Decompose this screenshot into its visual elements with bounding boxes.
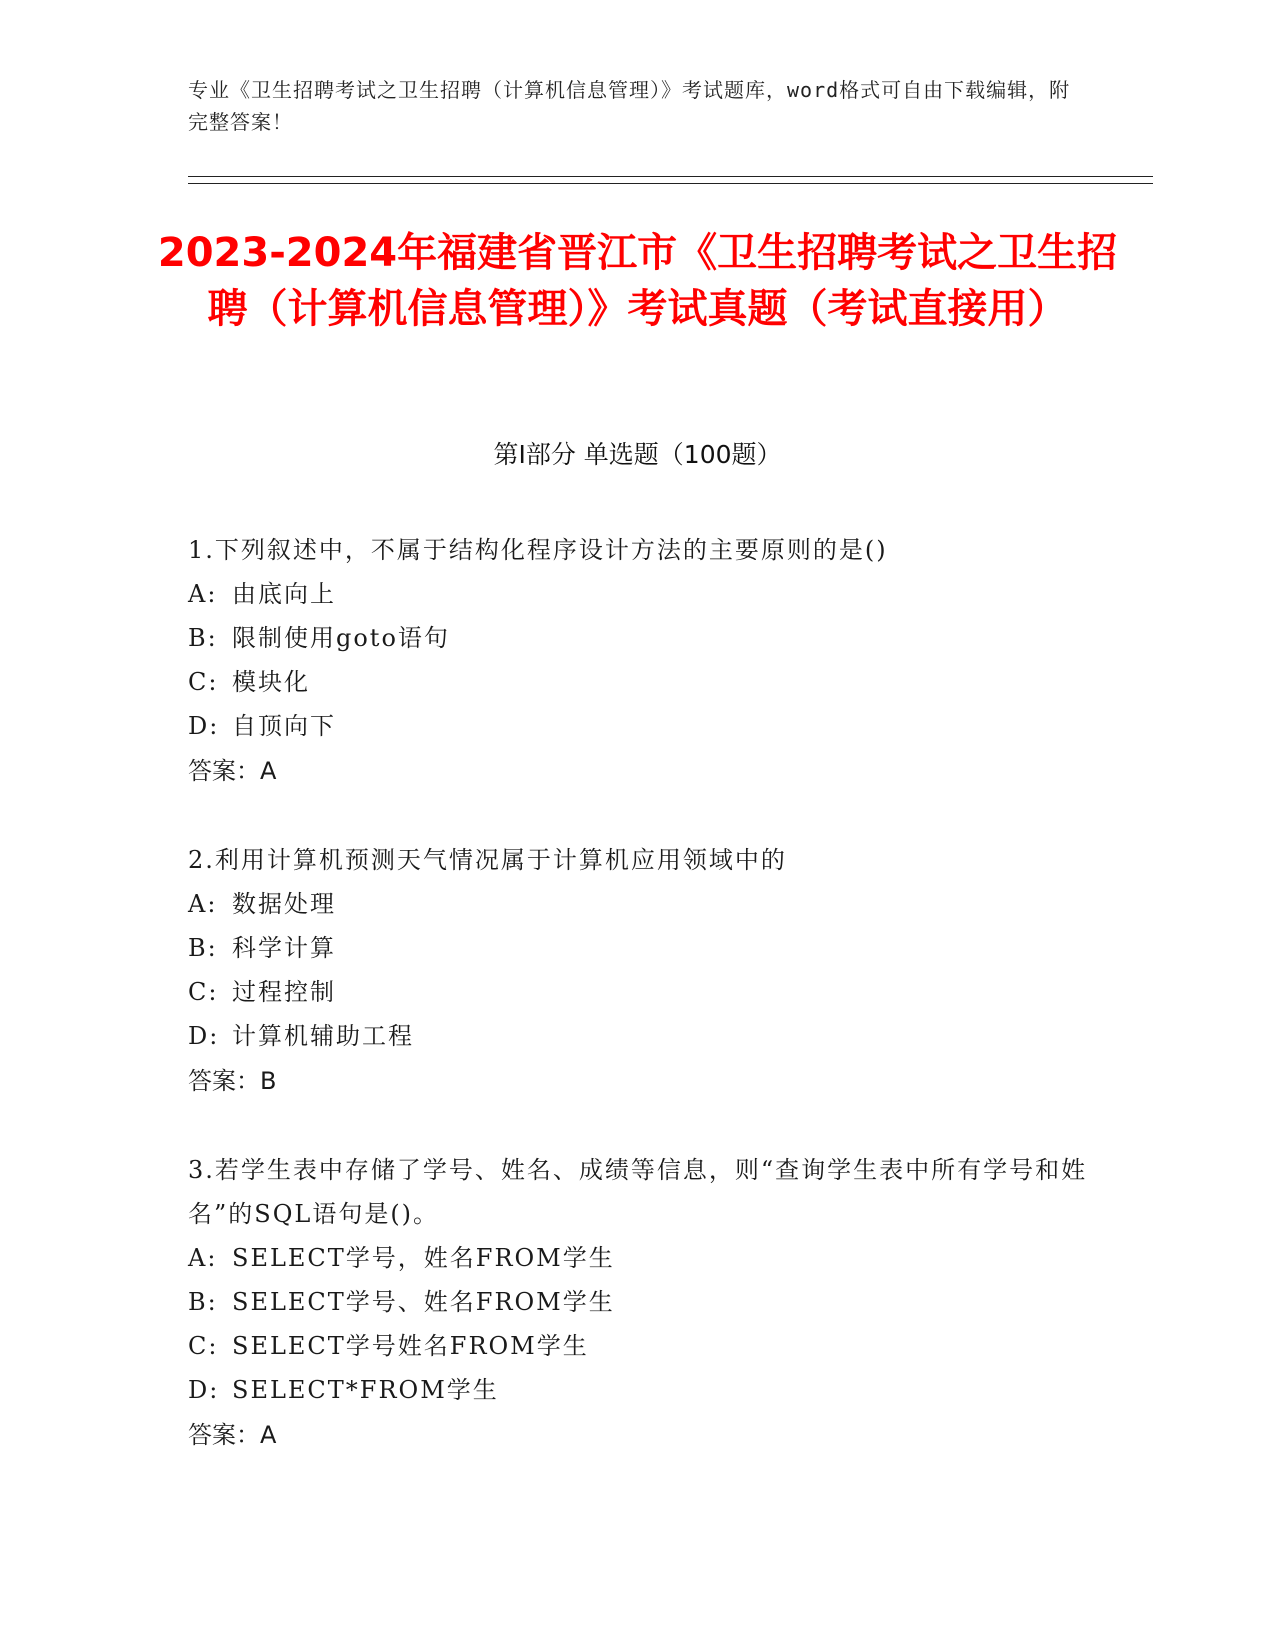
option-key: D: <box>188 1022 220 1050</box>
option-b <box>188 616 1088 660</box>
document-title: 2023-2024年福建省晋江市《卫生招聘考试之卫生招聘（计算机信息管理）》考试真题（考试直接用） <box>157 230 1118 332</box>
option-key: A: <box>188 1244 218 1272</box>
question-1 <box>188 528 1088 794</box>
option-text: 由底向上 <box>232 580 336 608</box>
question-stem: 2.利用计算机预测天气情况属于计算机应用领域中的 <box>188 846 787 874</box>
question-list <box>188 528 1088 1502</box>
option-c <box>188 660 1088 704</box>
option-key: C: <box>188 1332 219 1360</box>
option-b <box>188 1280 1088 1324</box>
option-a <box>188 1236 1088 1280</box>
answer-line: 答案：B <box>188 1067 277 1095</box>
question-stem: 1.下列叙述中，不属于结构化程序设计方法的主要原则的是() <box>188 536 888 564</box>
option-text: 过程控制 <box>232 978 336 1006</box>
option-key: A: <box>188 890 218 918</box>
question-stem: 3.若学生表中存储了学号、姓名、成绩等信息，则“查询学生表中所有学号和姓名”的SQL语句是()。 <box>188 1156 1088 1228</box>
option-c <box>188 970 1088 1014</box>
header-rule-top <box>188 176 1153 177</box>
answer-line: 答案：A <box>188 1421 277 1449</box>
header-note: 专业《卫生招聘考试之卫生招聘（计算机信息管理）》考试题库，word格式可自由下载编辑，附完整答案！ <box>188 78 1071 134</box>
option-text: 计算机辅助工程 <box>232 1022 414 1050</box>
option-d <box>188 704 1088 748</box>
option-key: A: <box>188 580 218 608</box>
answer-line: 答案：A <box>188 757 277 785</box>
option-text: 科学计算 <box>232 934 336 962</box>
option-text: SELECT学号姓名FROM学生 <box>232 1332 589 1360</box>
option-d <box>188 1368 1088 1412</box>
option-text: 自顶向下 <box>232 712 336 740</box>
option-text: SELECT学号，姓名FROM学生 <box>232 1244 615 1272</box>
question-3 <box>188 1148 1088 1458</box>
option-key: C: <box>188 978 219 1006</box>
option-d <box>188 1014 1088 1058</box>
option-text: 模块化 <box>232 668 310 696</box>
option-key: D: <box>188 712 220 740</box>
option-key: B: <box>188 934 218 962</box>
option-key: B: <box>188 1288 218 1316</box>
option-key: B: <box>188 624 218 652</box>
option-c <box>188 1324 1088 1368</box>
option-text: 数据处理 <box>232 890 336 918</box>
question-2 <box>188 838 1088 1104</box>
option-text: SELECT学号、姓名FROM学生 <box>232 1288 615 1316</box>
option-a <box>188 882 1088 926</box>
option-text: SELECT*FROM学生 <box>232 1376 499 1404</box>
section-heading: 第Ⅰ部分 单选题（100题） <box>493 440 782 469</box>
option-key: D: <box>188 1376 220 1404</box>
header-rule-bottom <box>188 183 1153 184</box>
option-key: C: <box>188 668 219 696</box>
option-text: 限制使用goto语句 <box>232 624 450 652</box>
option-b <box>188 926 1088 970</box>
option-a <box>188 572 1088 616</box>
